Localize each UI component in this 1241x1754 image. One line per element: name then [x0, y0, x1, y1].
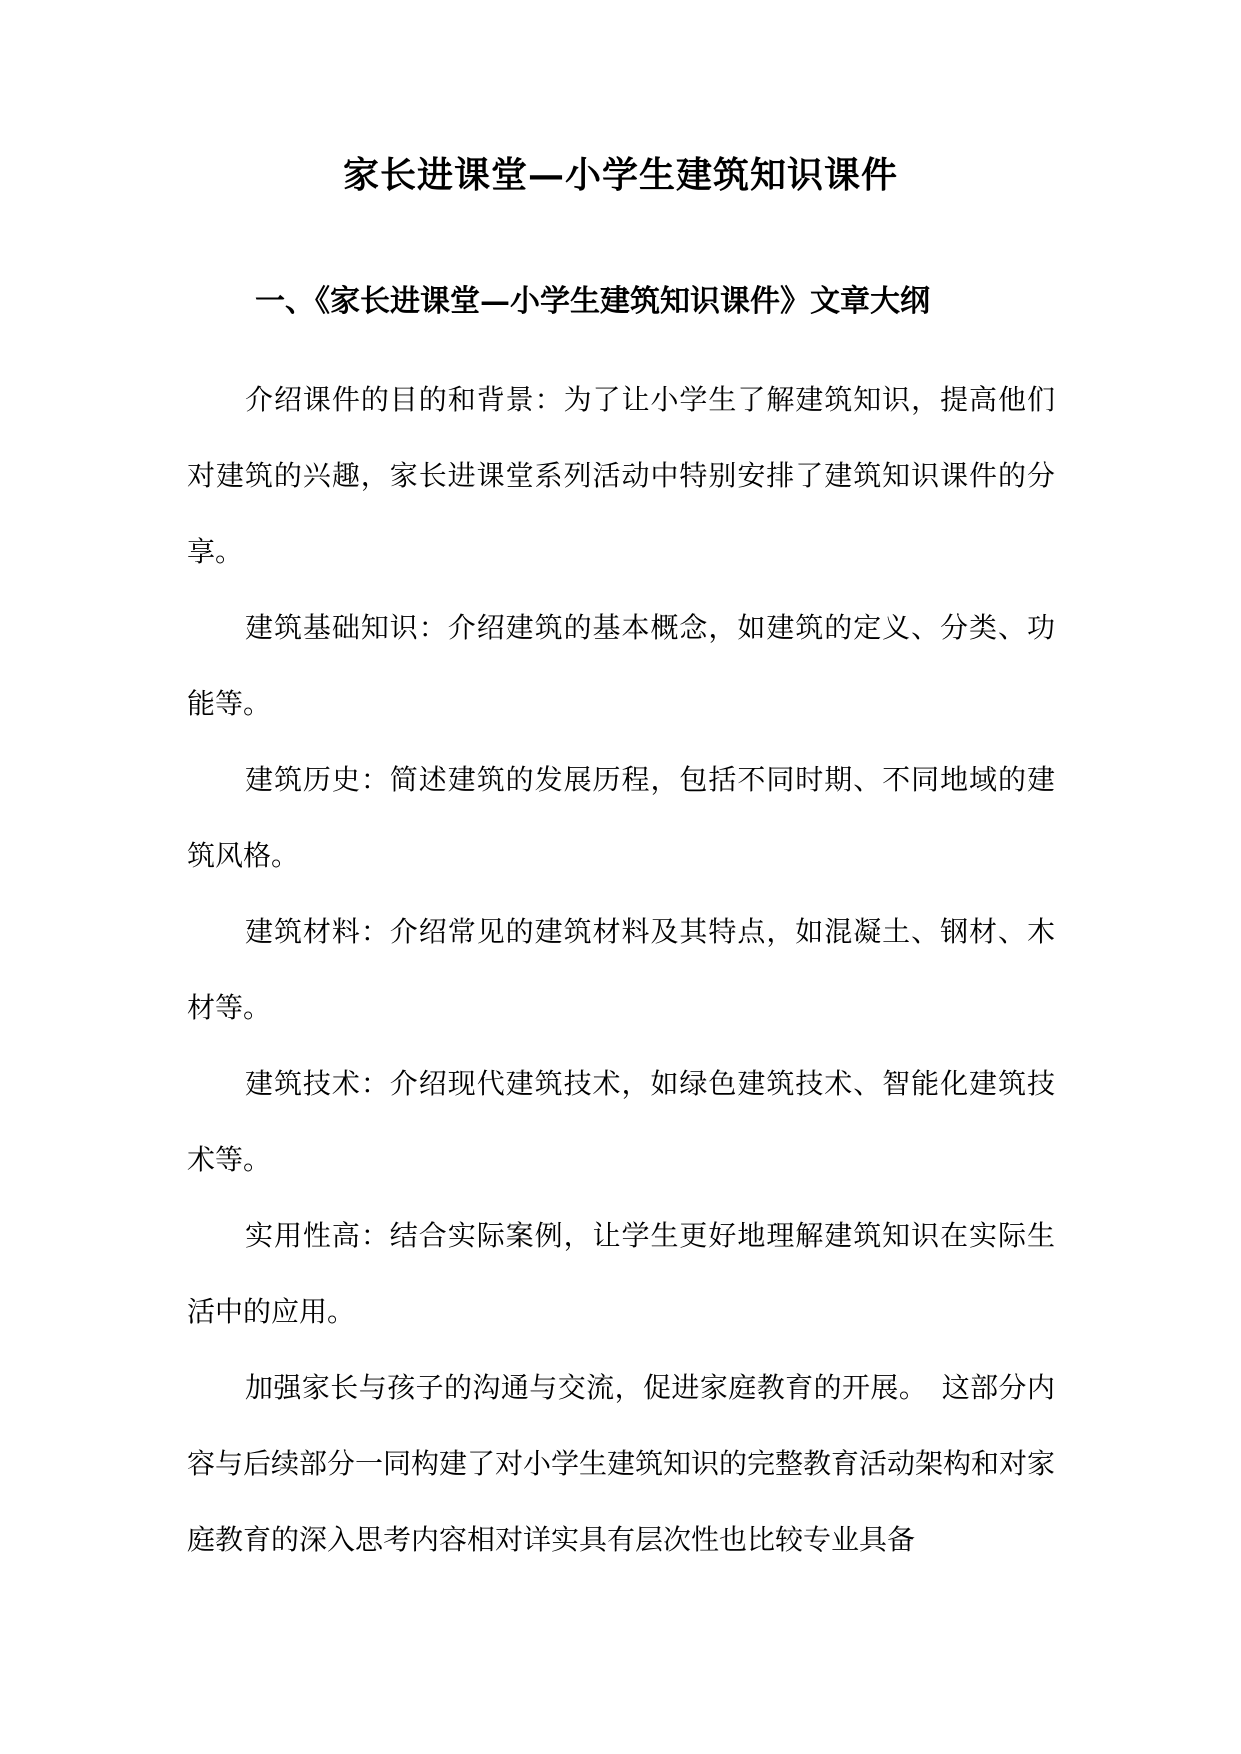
paragraph-technology: 建筑技术：介绍现代建筑技术，如绿色建筑技术、智能化建筑技术等。 — [187, 1067, 1055, 1176]
paragraph-practicality: 实用性高：结合实际案例，让学生更好地理解建筑知识在实际生活中的应用。 — [187, 1219, 1055, 1328]
paragraph-purpose-background: 介绍课件的目的和背景：为了让小学生了解建筑知识，提高他们对建筑的兴趣，家长进课堂系列活动中特别安排了建筑知识课件的分享。 — [187, 383, 1055, 568]
document-title: 家长进课堂—小学生建筑知识课件 — [342, 154, 898, 196]
document-body — [187, 362, 1055, 1578]
paragraph-family-communication: 加强家长与孩子的沟通与交流，促进家庭教育的开展。 这部分内容与后续部分一同构建了对小学生建筑知识的完整教育活动架构和对家庭教育的深入思考内容相对详实具有层次性也比较专业具备 — [187, 1371, 1056, 1556]
paragraph-basic-knowledge: 建筑基础知识：介绍建筑的基本概念，如建筑的定义、分类、功能等。 — [187, 611, 1055, 720]
section-heading: 一、《家长进课堂—小学生建筑知识课件》文章大纲 — [255, 284, 930, 319]
paragraph-materials: 建筑材料：介绍常见的建筑材料及其特点，如混凝土、钢材、木材等。 — [187, 915, 1055, 1024]
paragraph-history: 建筑历史：简述建筑的发展历程，包括不同时期、不同地域的建筑风格。 — [187, 763, 1055, 872]
